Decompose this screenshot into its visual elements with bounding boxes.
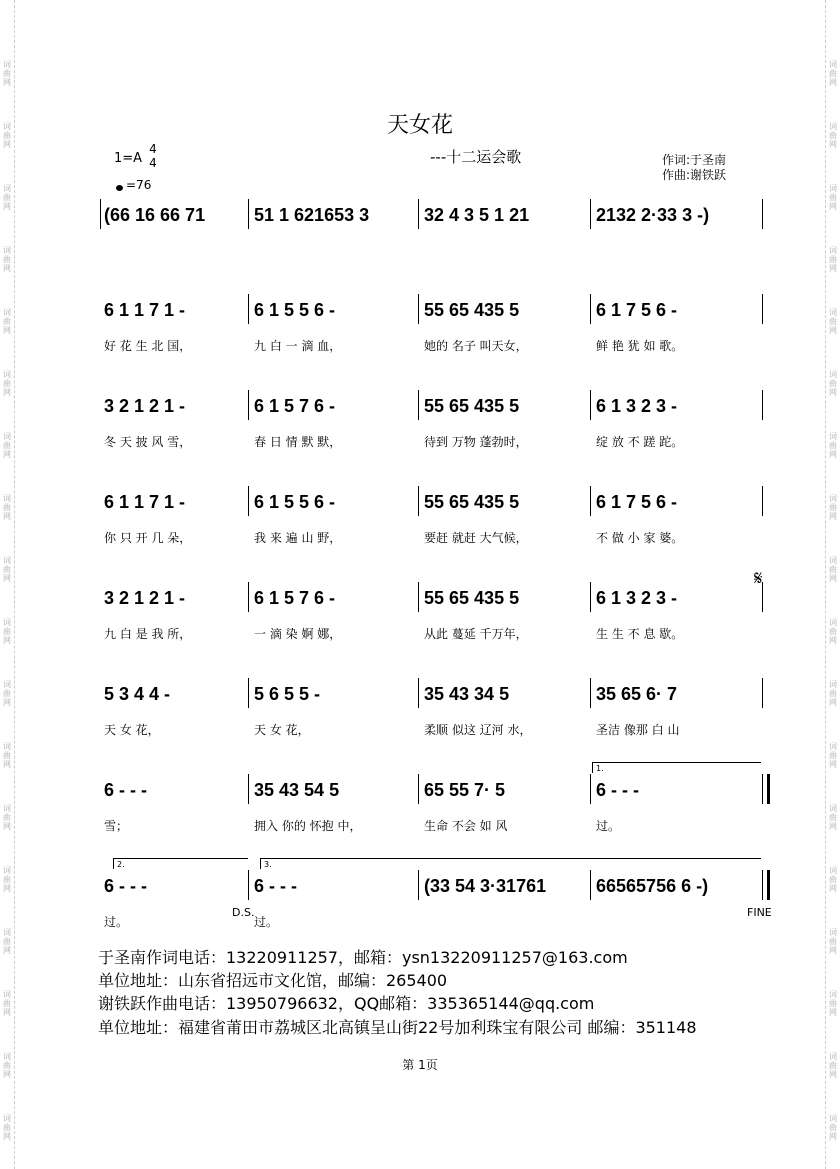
measure-notes: 5 6 5 5 - xyxy=(254,684,321,704)
barline xyxy=(418,774,419,804)
measure-notes: 51 1 621653 3 xyxy=(254,205,370,225)
watermark-char: 网 xyxy=(829,388,837,397)
barline xyxy=(762,774,770,804)
time-signature-bottom: 4 xyxy=(149,156,157,170)
measure-notes: 66565756 6 -) xyxy=(596,876,709,896)
measure-notes: (66 16 66 71 xyxy=(104,205,206,225)
watermark-char: 网 xyxy=(829,1070,837,1079)
time-signature-top: 4 xyxy=(149,142,157,156)
watermark-char: 网 xyxy=(829,822,837,831)
barline xyxy=(590,199,591,229)
barline xyxy=(590,486,591,516)
watermark-char: 曲 xyxy=(829,813,837,822)
measure-notes: 35 43 34 5 xyxy=(424,684,510,704)
key-signature: 1=A xyxy=(114,151,143,166)
measure-notes: 6 - - - xyxy=(104,780,147,800)
measure-notes: (33 54 3·31761 xyxy=(424,876,547,896)
barline xyxy=(762,294,763,324)
measure-lyrics: 拥入 你的 怀抱 中， xyxy=(254,819,362,833)
barline xyxy=(418,582,419,612)
segno-icon: 𝄋 xyxy=(754,566,763,590)
watermark-char: 曲 xyxy=(3,131,11,140)
watermark-char: 网 xyxy=(3,1132,11,1141)
watermark-char: 网 xyxy=(3,946,11,955)
watermark-char: 网 xyxy=(829,636,837,645)
watermark-char: 词 xyxy=(3,928,11,937)
watermark-char: 曲 xyxy=(3,379,11,388)
watermark-char: 网 xyxy=(829,450,837,459)
watermark-char: 网 xyxy=(3,512,11,521)
watermark-char: 词 xyxy=(3,866,11,875)
watermark-char: 词 xyxy=(829,308,837,317)
watermark-char: 网 xyxy=(829,202,837,211)
watermark-char: 词 xyxy=(3,308,11,317)
measure-notes: 55 65 435 5 xyxy=(424,492,520,512)
barline xyxy=(418,486,419,516)
watermark-char: 词 xyxy=(829,370,837,379)
watermark-char: 词 xyxy=(829,1052,837,1061)
watermark-char: 词 xyxy=(3,494,11,503)
watermark-char: 曲 xyxy=(829,255,837,264)
credits xyxy=(662,153,726,183)
watermark-char: 词 xyxy=(3,742,11,751)
watermark-char: 曲 xyxy=(829,627,837,636)
watermark-char: 曲 xyxy=(3,255,11,264)
barline xyxy=(248,678,249,708)
measure-notes: 6 - - - xyxy=(254,876,297,896)
barline xyxy=(590,582,591,612)
watermark-char: 词 xyxy=(3,184,11,193)
watermark-char: 曲 xyxy=(829,937,837,946)
watermark-char: 曲 xyxy=(3,503,11,512)
left-margin xyxy=(0,0,15,1169)
watermark-char: 网 xyxy=(3,574,11,583)
watermark-char: 词 xyxy=(3,618,11,627)
watermark-char: 词 xyxy=(829,246,837,255)
watermark-char: 曲 xyxy=(829,131,837,140)
measure-lyrics: 生命 不会 如 风 xyxy=(424,819,508,833)
measure-notes: 6 1 5 7 6 - xyxy=(254,588,336,608)
watermark-char: 词 xyxy=(3,990,11,999)
measure-notes: 6 1 3 2 3 - xyxy=(596,588,678,608)
measure-notes: 5 3 4 4 - xyxy=(104,684,171,704)
page-number: 第 1页 xyxy=(402,1058,438,1072)
barline xyxy=(418,678,419,708)
measure-notes: 6 1 7 5 6 - xyxy=(596,300,678,320)
song-title: 天女花 xyxy=(386,113,453,138)
watermark-char: 词 xyxy=(3,1114,11,1123)
measure-lyrics: 一 滴 染 婀 娜， xyxy=(254,627,342,641)
watermark-char: 网 xyxy=(829,264,837,273)
tempo-value: =76 xyxy=(126,178,152,192)
footer-line-2: 单位地址：山东省招远市文化馆，邮编：265400 xyxy=(98,971,448,990)
measure-lyrics: 要赶 就赶 大气候， xyxy=(424,531,528,545)
watermark-char: 曲 xyxy=(829,689,837,698)
measure-lyrics: 她的 名子 叫天女， xyxy=(424,339,528,353)
lyricist: 作词:于圣南 xyxy=(662,153,727,167)
watermark-char: 词 xyxy=(829,1114,837,1123)
right-margin xyxy=(825,0,840,1169)
watermark-char: 曲 xyxy=(829,999,837,1008)
barline xyxy=(248,582,249,612)
measure-lyrics: 生 生 不 息 歇。 xyxy=(596,627,684,641)
watermark-char: 网 xyxy=(3,760,11,769)
barline xyxy=(248,870,249,900)
measure-lyrics: 过。 xyxy=(596,819,621,833)
volta-3: 3. xyxy=(260,858,761,869)
watermark-char: 词 xyxy=(3,680,11,689)
measure-notes: 6 1 7 5 6 - xyxy=(596,492,678,512)
watermark-char: 曲 xyxy=(829,1123,837,1132)
fine-mark: FINE xyxy=(747,906,772,919)
watermark-char: 词 xyxy=(3,246,11,255)
measure-notes: 35 65 6· 7 xyxy=(596,684,678,704)
watermark-char: 网 xyxy=(829,140,837,149)
barline xyxy=(418,199,419,229)
measure-lyrics: 我 来 遍 山 野， xyxy=(254,531,342,545)
measure-lyrics: 好 花 生 北 国， xyxy=(104,339,192,353)
barline xyxy=(418,870,419,900)
watermark-char: 曲 xyxy=(829,193,837,202)
measure-notes: 35 43 54 5 xyxy=(254,780,340,800)
watermark-char: 曲 xyxy=(829,875,837,884)
barline xyxy=(418,294,419,324)
watermark-char: 曲 xyxy=(3,1123,11,1132)
watermark-char: 网 xyxy=(829,512,837,521)
barline xyxy=(418,390,419,420)
watermark-char: 曲 xyxy=(3,937,11,946)
measure-notes: 6 - - - xyxy=(596,780,639,800)
measure-notes: 32 4 3 5 1 21 xyxy=(424,205,530,225)
composer: 作曲:谢铁跃 xyxy=(662,168,727,182)
measure-notes: 6 1 5 5 6 - xyxy=(254,492,336,512)
watermark-char: 曲 xyxy=(3,565,11,574)
measure-lyrics: 待到 万物 蓬勃时， xyxy=(424,435,528,449)
measure-notes: 3 2 1 2 1 - xyxy=(104,588,186,608)
watermark-char: 曲 xyxy=(829,751,837,760)
barline xyxy=(248,486,249,516)
song-subtitle: ---十二运会歌 xyxy=(430,148,522,166)
watermark-char: 网 xyxy=(3,202,11,211)
barline xyxy=(100,199,101,229)
watermark-char: 网 xyxy=(3,884,11,893)
barline xyxy=(248,294,249,324)
barline xyxy=(762,678,763,708)
time-signature xyxy=(148,142,158,170)
watermark-char: 曲 xyxy=(829,69,837,78)
measure-lyrics: 绽 放 不 蹉 跎。 xyxy=(596,435,684,449)
watermark-char: 网 xyxy=(3,636,11,645)
watermark-char: 词 xyxy=(829,680,837,689)
watermark-char: 词 xyxy=(829,122,837,131)
watermark-char: 网 xyxy=(3,78,11,87)
watermark-char: 网 xyxy=(3,388,11,397)
barline xyxy=(762,486,763,516)
measure-notes: 2132 2·33 3 -) xyxy=(596,205,710,225)
footer-line-4: 单位地址：福建省莆田市荔城区北高镇呈山街22号加利珠宝有限公司 邮编：351148 xyxy=(98,1018,697,1037)
quarter-note-icon xyxy=(116,185,123,191)
watermark-char: 词 xyxy=(829,866,837,875)
measure-notes: 6 1 5 7 6 - xyxy=(254,396,336,416)
watermark-char: 网 xyxy=(3,264,11,273)
barline xyxy=(590,678,591,708)
measure-notes: 6 1 5 5 6 - xyxy=(254,300,336,320)
watermark-char: 网 xyxy=(3,698,11,707)
watermark-char: 曲 xyxy=(829,1061,837,1070)
watermark-char: 网 xyxy=(829,1008,837,1017)
watermark-char: 曲 xyxy=(829,379,837,388)
measure-lyrics: 不 做 小 家 婆。 xyxy=(596,531,684,545)
volta-1: 1. xyxy=(592,762,761,773)
measure-notes: 6 1 1 7 1 - xyxy=(104,300,186,320)
ds-mark: D.S. xyxy=(232,906,255,919)
watermark-char: 词 xyxy=(829,494,837,503)
watermark-char: 曲 xyxy=(829,503,837,512)
barline xyxy=(762,870,770,900)
watermark-char: 词 xyxy=(829,184,837,193)
watermark-char: 词 xyxy=(829,928,837,937)
barline xyxy=(590,294,591,324)
watermark-char: 词 xyxy=(3,370,11,379)
measure-lyrics: 春 日 情 默 默， xyxy=(254,435,342,449)
watermark-char: 词 xyxy=(3,804,11,813)
watermark-char: 网 xyxy=(829,760,837,769)
watermark-char: 网 xyxy=(3,1008,11,1017)
measure-notes: 6 1 3 2 3 - xyxy=(596,396,678,416)
watermark-char: 曲 xyxy=(3,875,11,884)
measure-lyrics: 过。 xyxy=(254,915,279,929)
watermark-char: 曲 xyxy=(3,1061,11,1070)
watermark-char: 词 xyxy=(3,60,11,69)
measure-lyrics: 天 女 花， xyxy=(104,723,160,737)
measure-notes: 55 65 435 5 xyxy=(424,396,520,416)
watermark-char: 词 xyxy=(829,556,837,565)
watermark-char: 词 xyxy=(829,432,837,441)
watermark-char: 词 xyxy=(829,60,837,69)
watermark-char: 词 xyxy=(3,556,11,565)
watermark-char: 曲 xyxy=(3,69,11,78)
watermark-char: 网 xyxy=(829,574,837,583)
watermark-char: 网 xyxy=(829,884,837,893)
measure-notes: 6 1 1 7 1 - xyxy=(104,492,186,512)
measure-notes: 6 - - - xyxy=(104,876,147,896)
measure-lyrics: 柔顺 似这 辽河 水， xyxy=(424,723,532,737)
measure-notes: 3 2 1 2 1 - xyxy=(104,396,186,416)
volta-2: 2. xyxy=(113,858,248,869)
watermark-char: 网 xyxy=(3,1070,11,1079)
measure-notes: 55 65 435 5 xyxy=(424,300,520,320)
barline xyxy=(248,199,249,229)
barline xyxy=(248,390,249,420)
measure-lyrics: 九 白 是 我 所， xyxy=(104,627,192,641)
watermark-char: 曲 xyxy=(3,193,11,202)
watermark-char: 曲 xyxy=(3,751,11,760)
watermark-char: 词 xyxy=(3,432,11,441)
watermark-char: 网 xyxy=(829,1132,837,1141)
watermark-char: 网 xyxy=(829,946,837,955)
footer-line-3: 谢铁跃作曲电话：13950796632，QQ邮箱：335365144@qq.com xyxy=(98,994,595,1013)
watermark-char: 曲 xyxy=(829,441,837,450)
watermark-char: 网 xyxy=(3,326,11,335)
watermark-char: 网 xyxy=(3,822,11,831)
barline xyxy=(590,870,591,900)
barline xyxy=(248,774,249,804)
measure-lyrics: 你 只 开 几 朵， xyxy=(104,531,192,545)
barline xyxy=(762,199,763,229)
measure-lyrics: 天 女 花， xyxy=(254,723,310,737)
watermark-char: 词 xyxy=(3,1052,11,1061)
measure-lyrics: 圣洁 像那 白 山 xyxy=(596,723,680,737)
barline xyxy=(590,390,591,420)
watermark-char: 曲 xyxy=(829,565,837,574)
watermark-char: 词 xyxy=(829,804,837,813)
watermark-char: 曲 xyxy=(3,627,11,636)
watermark-char: 曲 xyxy=(829,317,837,326)
watermark-char: 曲 xyxy=(3,689,11,698)
measure-lyrics: 冬 天 披 风 雪， xyxy=(104,435,192,449)
footer-line-1: 于圣南作词电话：13220911257，邮箱：ysn13220911257@163.com xyxy=(98,948,628,967)
watermark-char: 网 xyxy=(829,698,837,707)
measure-notes: 65 55 7· 5 xyxy=(424,780,506,800)
measure-lyrics: 过。 xyxy=(104,915,129,929)
watermark-char: 曲 xyxy=(3,999,11,1008)
watermark-char: 词 xyxy=(829,990,837,999)
watermark-char: 曲 xyxy=(3,317,11,326)
watermark-char: 网 xyxy=(829,326,837,335)
measure-lyrics: 九 白 一 滴 血， xyxy=(254,339,342,353)
measure-notes: 55 65 435 5 xyxy=(424,588,520,608)
measure-lyrics: 鲜 艳 犹 如 歌。 xyxy=(596,339,684,353)
watermark-char: 词 xyxy=(3,122,11,131)
watermark-char: 词 xyxy=(829,742,837,751)
measure-lyrics: 雪； xyxy=(104,819,129,833)
watermark-char: 网 xyxy=(829,78,837,87)
watermark-char: 曲 xyxy=(3,441,11,450)
watermark-char: 网 xyxy=(3,450,11,459)
measure-lyrics: 从此 蔓延 千万年， xyxy=(424,627,528,641)
barline xyxy=(590,774,591,804)
watermark-char: 词 xyxy=(829,618,837,627)
barline xyxy=(762,390,763,420)
watermark-char: 曲 xyxy=(3,813,11,822)
tempo-marking xyxy=(116,178,151,192)
watermark-char: 网 xyxy=(3,140,11,149)
